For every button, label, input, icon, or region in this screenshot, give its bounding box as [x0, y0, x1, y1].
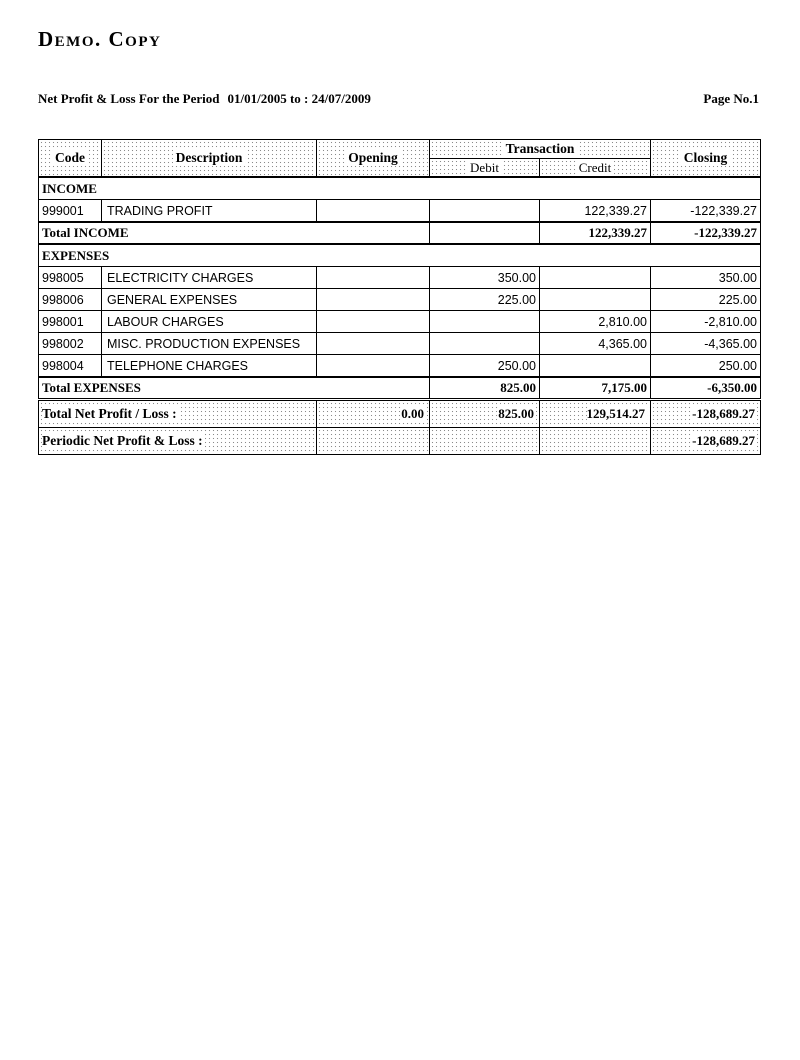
closing-value: 350.00 — [651, 267, 761, 289]
profit-loss-table — [38, 139, 761, 455]
description-column-header: Description — [102, 140, 317, 178]
report-heading — [38, 91, 371, 107]
net-profit-loss-row — [39, 400, 761, 428]
periodic-opening-value — [317, 428, 430, 455]
debit-value: 250.00 — [430, 355, 540, 378]
report-title: Net Profit & Loss For the Period — [38, 91, 220, 106]
opening-value — [317, 289, 430, 311]
opening-value — [317, 355, 430, 378]
credit-value — [540, 289, 651, 311]
demo-copy-watermark: Demo. Copy — [38, 27, 162, 51]
net-closing-value: -128,689.27 — [651, 400, 761, 428]
credit-value — [540, 267, 651, 289]
opening-value — [317, 311, 430, 333]
expenses-total-debit: 825.00 — [430, 377, 540, 400]
closing-value: 250.00 — [651, 355, 761, 378]
debit-value: 350.00 — [430, 267, 540, 289]
debit-value — [430, 311, 540, 333]
opening-value — [317, 200, 430, 223]
expenses-total-row — [39, 377, 761, 400]
account-code: 999001 — [39, 200, 102, 223]
expenses-total-opening — [317, 377, 430, 400]
closing-value: -2,810.00 — [651, 311, 761, 333]
credit-value: 2,810.00 — [540, 311, 651, 333]
transaction-column-header: Transaction — [430, 140, 651, 159]
credit-value — [540, 355, 651, 378]
credit-column-header: Credit — [540, 159, 651, 178]
opening-column-header: Opening — [317, 140, 430, 178]
expenses-total-closing: -6,350.00 — [651, 377, 761, 400]
debit-value — [430, 200, 540, 223]
report-period: 01/01/2005 to : 24/07/2009 — [227, 91, 371, 106]
closing-value: -4,365.00 — [651, 333, 761, 355]
credit-value: 122,339.27 — [540, 200, 651, 223]
opening-value — [317, 267, 430, 289]
account-description: TRADING PROFIT — [102, 200, 317, 223]
account-description: TELEPHONE CHARGES — [102, 355, 317, 378]
table-row — [39, 267, 761, 289]
account-code: 998004 — [39, 355, 102, 378]
account-code: 998006 — [39, 289, 102, 311]
net-credit-value: 129,514.27 — [540, 400, 651, 428]
opening-value — [317, 333, 430, 355]
account-description: ELECTRICITY CHARGES — [102, 267, 317, 289]
table-row — [39, 333, 761, 355]
income-total-row — [39, 222, 761, 244]
income-section-row — [39, 177, 761, 200]
debit-value — [430, 333, 540, 355]
closing-value: -122,339.27 — [651, 200, 761, 223]
code-column-header: Code — [39, 140, 102, 178]
income-total-label: Total INCOME — [39, 222, 317, 244]
closing-column-header: Closing — [651, 140, 761, 178]
table-row — [39, 289, 761, 311]
credit-value: 4,365.00 — [540, 333, 651, 355]
income-section-label: INCOME — [39, 177, 761, 200]
account-description: MISC. PRODUCTION EXPENSES — [102, 333, 317, 355]
page-number: Page No.1 — [703, 91, 759, 106]
expenses-total-credit: 7,175.00 — [540, 377, 651, 400]
income-total-closing: -122,339.27 — [651, 222, 761, 244]
account-description: LABOUR CHARGES — [102, 311, 317, 333]
account-code: 998001 — [39, 311, 102, 333]
debit-column-header: Debit — [430, 159, 540, 178]
account-description: GENERAL EXPENSES — [102, 289, 317, 311]
table-row — [39, 311, 761, 333]
table-header-row — [39, 140, 761, 159]
account-code: 998005 — [39, 267, 102, 289]
net-opening-value: 0.00 — [317, 400, 430, 428]
periodic-closing-value: -128,689.27 — [651, 428, 761, 455]
periodic-debit-value — [430, 428, 540, 455]
periodic-credit-value — [540, 428, 651, 455]
debit-value: 225.00 — [430, 289, 540, 311]
account-code: 998002 — [39, 333, 102, 355]
expenses-section-row — [39, 244, 761, 267]
expenses-section-label: EXPENSES — [39, 244, 761, 267]
table-row — [39, 355, 761, 378]
net-debit-value: 825.00 — [430, 400, 540, 428]
closing-value: 225.00 — [651, 289, 761, 311]
net-profit-loss-label: Total Net Profit / Loss : — [39, 400, 317, 428]
income-total-debit — [430, 222, 540, 244]
table-row — [39, 200, 761, 223]
income-total-opening — [317, 222, 430, 244]
income-total-credit: 122,339.27 — [540, 222, 651, 244]
periodic-profit-loss-label: Periodic Net Profit & Loss : — [39, 428, 317, 455]
expenses-total-label: Total EXPENSES — [39, 377, 317, 400]
periodic-profit-loss-row — [39, 428, 761, 455]
